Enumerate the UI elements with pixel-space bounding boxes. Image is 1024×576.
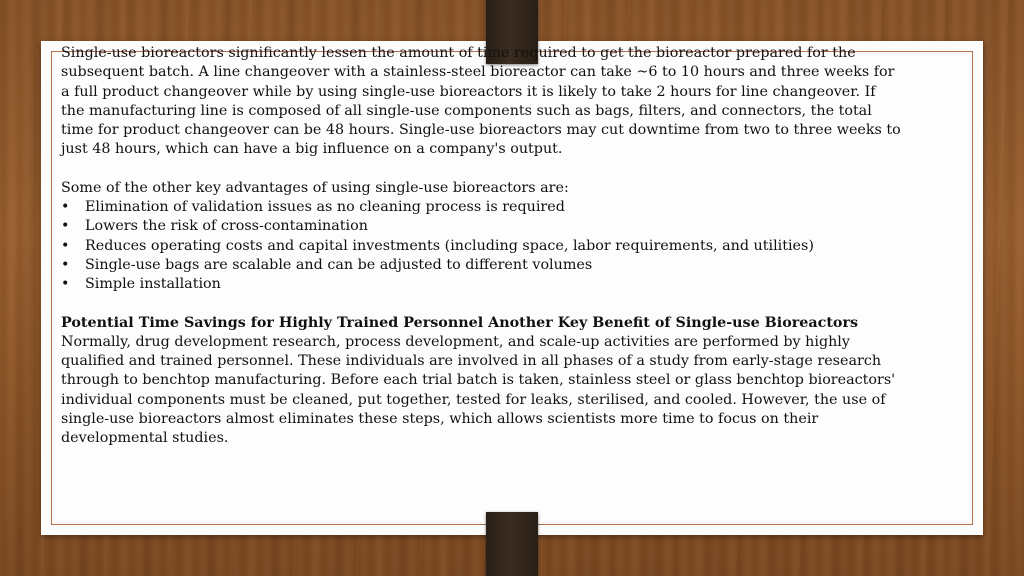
bullet-icon: • — [61, 276, 70, 293]
list-item — [61, 237, 903, 256]
bullet-icon: • — [61, 199, 70, 216]
intro-paragraph: Single-use bioreactors significantly lessen the amount of time required to get the bioreactor prepared for the subsequent batch. A line changeover with a stainless-steel bioreactor can take ~6 to 10 hours and three weeks for a full product changeover while by using single-use bioreactors it is likely to take 2 hours for line changeover. If the manufacturing line is composed of all single-use components such as bags, filters, and connectors, the total time for product changeover can be 48 hours. Single-use bioreactors may cut downtime from two to three weeks to just 48 hours, which can have a big influence on a company's output. — [61, 45, 901, 158]
personnel-paragraph: Normally, drug development research, process development, and scale-up activities are performed by highly qualified and trained personnel. These individuals are involved in all phases of a study from early-stage research through to benchtop manufacturing. Before each trial batch is taken, stainless steel or glass benchtop bioreactors' individual components must be cleaned, put together, tested for leaks, sterilised, and cooled. However, the use of single-use bioreactors almost eliminates these steps, which allows scientists more time to focus on their developmental studies. — [61, 333, 896, 447]
spacer — [61, 160, 903, 179]
section-heading: Potential Time Savings for Highly Trained Personnel Another Key Benefit of Single-use Bioreactors — [61, 314, 859, 331]
bottom-binder-clip — [486, 512, 538, 576]
list-item-text: Elimination of validation issues as no cleaning process is required — [85, 199, 565, 216]
bullet-icon: • — [61, 237, 70, 254]
list-item — [61, 256, 903, 275]
list-item-text: Lowers the risk of cross-contamination — [85, 218, 368, 235]
bullet-icon: • — [61, 218, 70, 235]
list-item — [61, 198, 903, 217]
advantages-list — [61, 198, 903, 294]
list-item-text: Simple installation — [85, 276, 221, 293]
slide-content — [61, 44, 903, 449]
bullet-icon: • — [61, 256, 70, 273]
list-item — [61, 217, 903, 236]
list-item — [61, 275, 903, 294]
list-item-text: Reduces operating costs and capital investments (including space, labor requirements, and utilities) — [85, 237, 814, 254]
spacer — [61, 295, 903, 314]
list-item-text: Single-use bags are scalable and can be adjusted to different volumes — [85, 256, 593, 273]
advantages-intro: Some of the other key advantages of using single-use bioreactors are: — [61, 179, 569, 196]
